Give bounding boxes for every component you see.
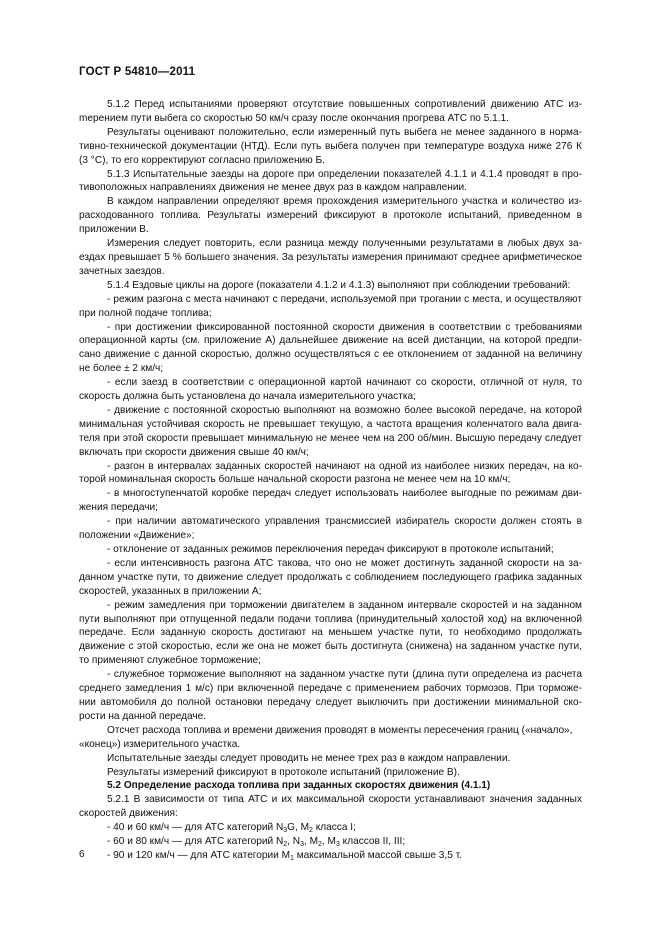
- paragraph: Испытательные заезды следует проводить не менее трех раз в каждом направлении.: [107, 752, 511, 764]
- document-header: ГОСТ Р 54810—2011: [79, 66, 196, 78]
- list-item: - разгон в интервалах заданных скоростей начинают на одной из наиболее низких передач, на которой номинальная скорость больше начальной скорости разгона не менее чем на 10 км/ч;: [79, 460, 582, 486]
- paragraph: В каждом направлении определяют время прохождения измерительного участка и количество израсходованного топлива. Результаты измерений фиксируют в протоколе испытаний, приведенном в приложении В.: [79, 196, 582, 236]
- paragraph-5-1-4: 5.1.4 Ездовые циклы на дороге (показатели 4.1.2 и 4.1.3) выполняют при соблюдении требований:: [107, 279, 571, 291]
- list-item: - если интенсивность разгона АТС такова, что оно не может достигнуть заданной скорости на заданном участке пути, то движение следует продолжать с соблюдением последующего графика заданных скоростей, указанных в приложении А;: [79, 557, 582, 597]
- paragraph: Результаты измерений фиксируют в протоколе испытаний (приложение В).: [107, 766, 460, 778]
- list-item: - если заезд в соответствии с операционной картой начинают со скорости, отличной от нуля, то скорость должна быть установлена до начала измерительного участка;: [79, 377, 582, 403]
- paragraph-5-1-2: 5.1.2 Перед испытаниями проверяют отсутствие повышенных сопротивлений движению АТС изmерением пути выбега со скоростью 50 км/ч сразу после окончания прогрева АТС по 5.1.1.: [79, 99, 582, 124]
- paragraph-5-2-1: 5.2.1 В зависимости от типа АТС и их максимальной скорости устанавливают значения заданных скоростей движения:: [79, 794, 582, 820]
- section-heading-5-2: 5.2 Определение расхода топлива при заданных скоростях движения (4.1.1): [107, 780, 491, 792]
- paragraph-continuation: «конец») измерительного участка.: [79, 738, 241, 750]
- list-item: - движение с постоянной скоростью выполняют на возможно более высокой передаче, на которой минимальная устойчивая скорость не превышает текущую, а частота вращения коленчатого вала двигателя при этой скорости превышает минимальную не менее чем на 200 об/мин. Высшую передачу следует включать при скорости движения свыше 40 км/ч;: [79, 404, 582, 458]
- paragraph: Отсчет расхода топлива и времени движения проводят в моменты пересечения границ («начало»,: [107, 724, 573, 736]
- list-item: - режим разгона с места начинают с передачи, используемой при трогании с места, и осуществляют при полной подаче топлива;: [79, 293, 582, 319]
- list-item: - режим замедления при торможении двигателем в заданном интервале скоростей и на заданном пути выполняют при отпущенной педали подачи топлива (принудительный холостой ход) на включенной передаче. Если заданную скорость достигают на меньшем участке пути, то необходимо продолжать движение с этой скоростью, если же она не может быть достигнута (снижена) на заданном участке пути, то применяют служебное торможение;: [79, 599, 582, 667]
- page-number: 6: [79, 849, 85, 860]
- list-item: - в многоступенчатой коробке передач следует использовать наиболее выгодные по режимам движения передачи;: [79, 488, 582, 514]
- list-item: - отклонение от заданных режимов переключения передач фиксируют в протоколе испытаний;: [107, 544, 554, 555]
- list-item: - при достижении фиксированной постоянной скорости движения в соответствии с требованиями операционной карты (см. приложение А) дальнейшее движение на всей дистанции, на которой предписано движение с данной скоростью, должно осуществляться с ее отклонением от заданной на величину не более ± 2 км/ч;: [79, 321, 582, 375]
- speed-list-item: - 90 и 120 км/ч — для АТС категории $M_1$ максимальной массой свыше 3,5 т.: [107, 849, 462, 862]
- paragraph-5-1-3: 5.1.3 Испытательные заезды на дороге при определении показателей 4.1.1 и 4.1.4 проводят в противоположных направлениях движения не менее двух раз в каждом направлении.: [79, 168, 582, 194]
- paragraph: Результаты оценивают положительно, если измеренный путь выбега не менее заданного в нормативно-технической документации (НТД). Если путь выбега получен при температуре воздуха ниже 276 К (3 °С), то его корректируют согласно приложению Б.: [79, 126, 582, 166]
- list-item: - при наличии автоматического управления трансмиссией избиратель скорости должен стоять в положении «Движение»;: [79, 516, 582, 542]
- list-item: - служебное торможение выполняют на заданном участке пути (длина пути определена из расчета среднего замедления 1 м/с) при включенной передаче с применением рабочих тормозов. При торможении автомобиля до полной остановки передачу следует выключить при достижении минимальной скорости на данной передаче.: [79, 669, 582, 722]
- speed-list-item: - 40 и 60 км/ч — для АТС категорий $N_3G$, $M_2$ класса I;: [107, 822, 356, 835]
- paragraph: Измерения следует повторить, если разница между полученными результатами в любых двух заездах превышает 5 % большего значения. За результаты измерения принимают среднее арифметическое зачетных заездов.: [79, 238, 582, 277]
- document-body: [79, 98, 582, 863]
- speed-list-item: - 60 и 80 км/ч — для АТС категорий $N_2$, $N_3$, $M_2$, $M_3$ классов II, III;: [107, 836, 406, 849]
